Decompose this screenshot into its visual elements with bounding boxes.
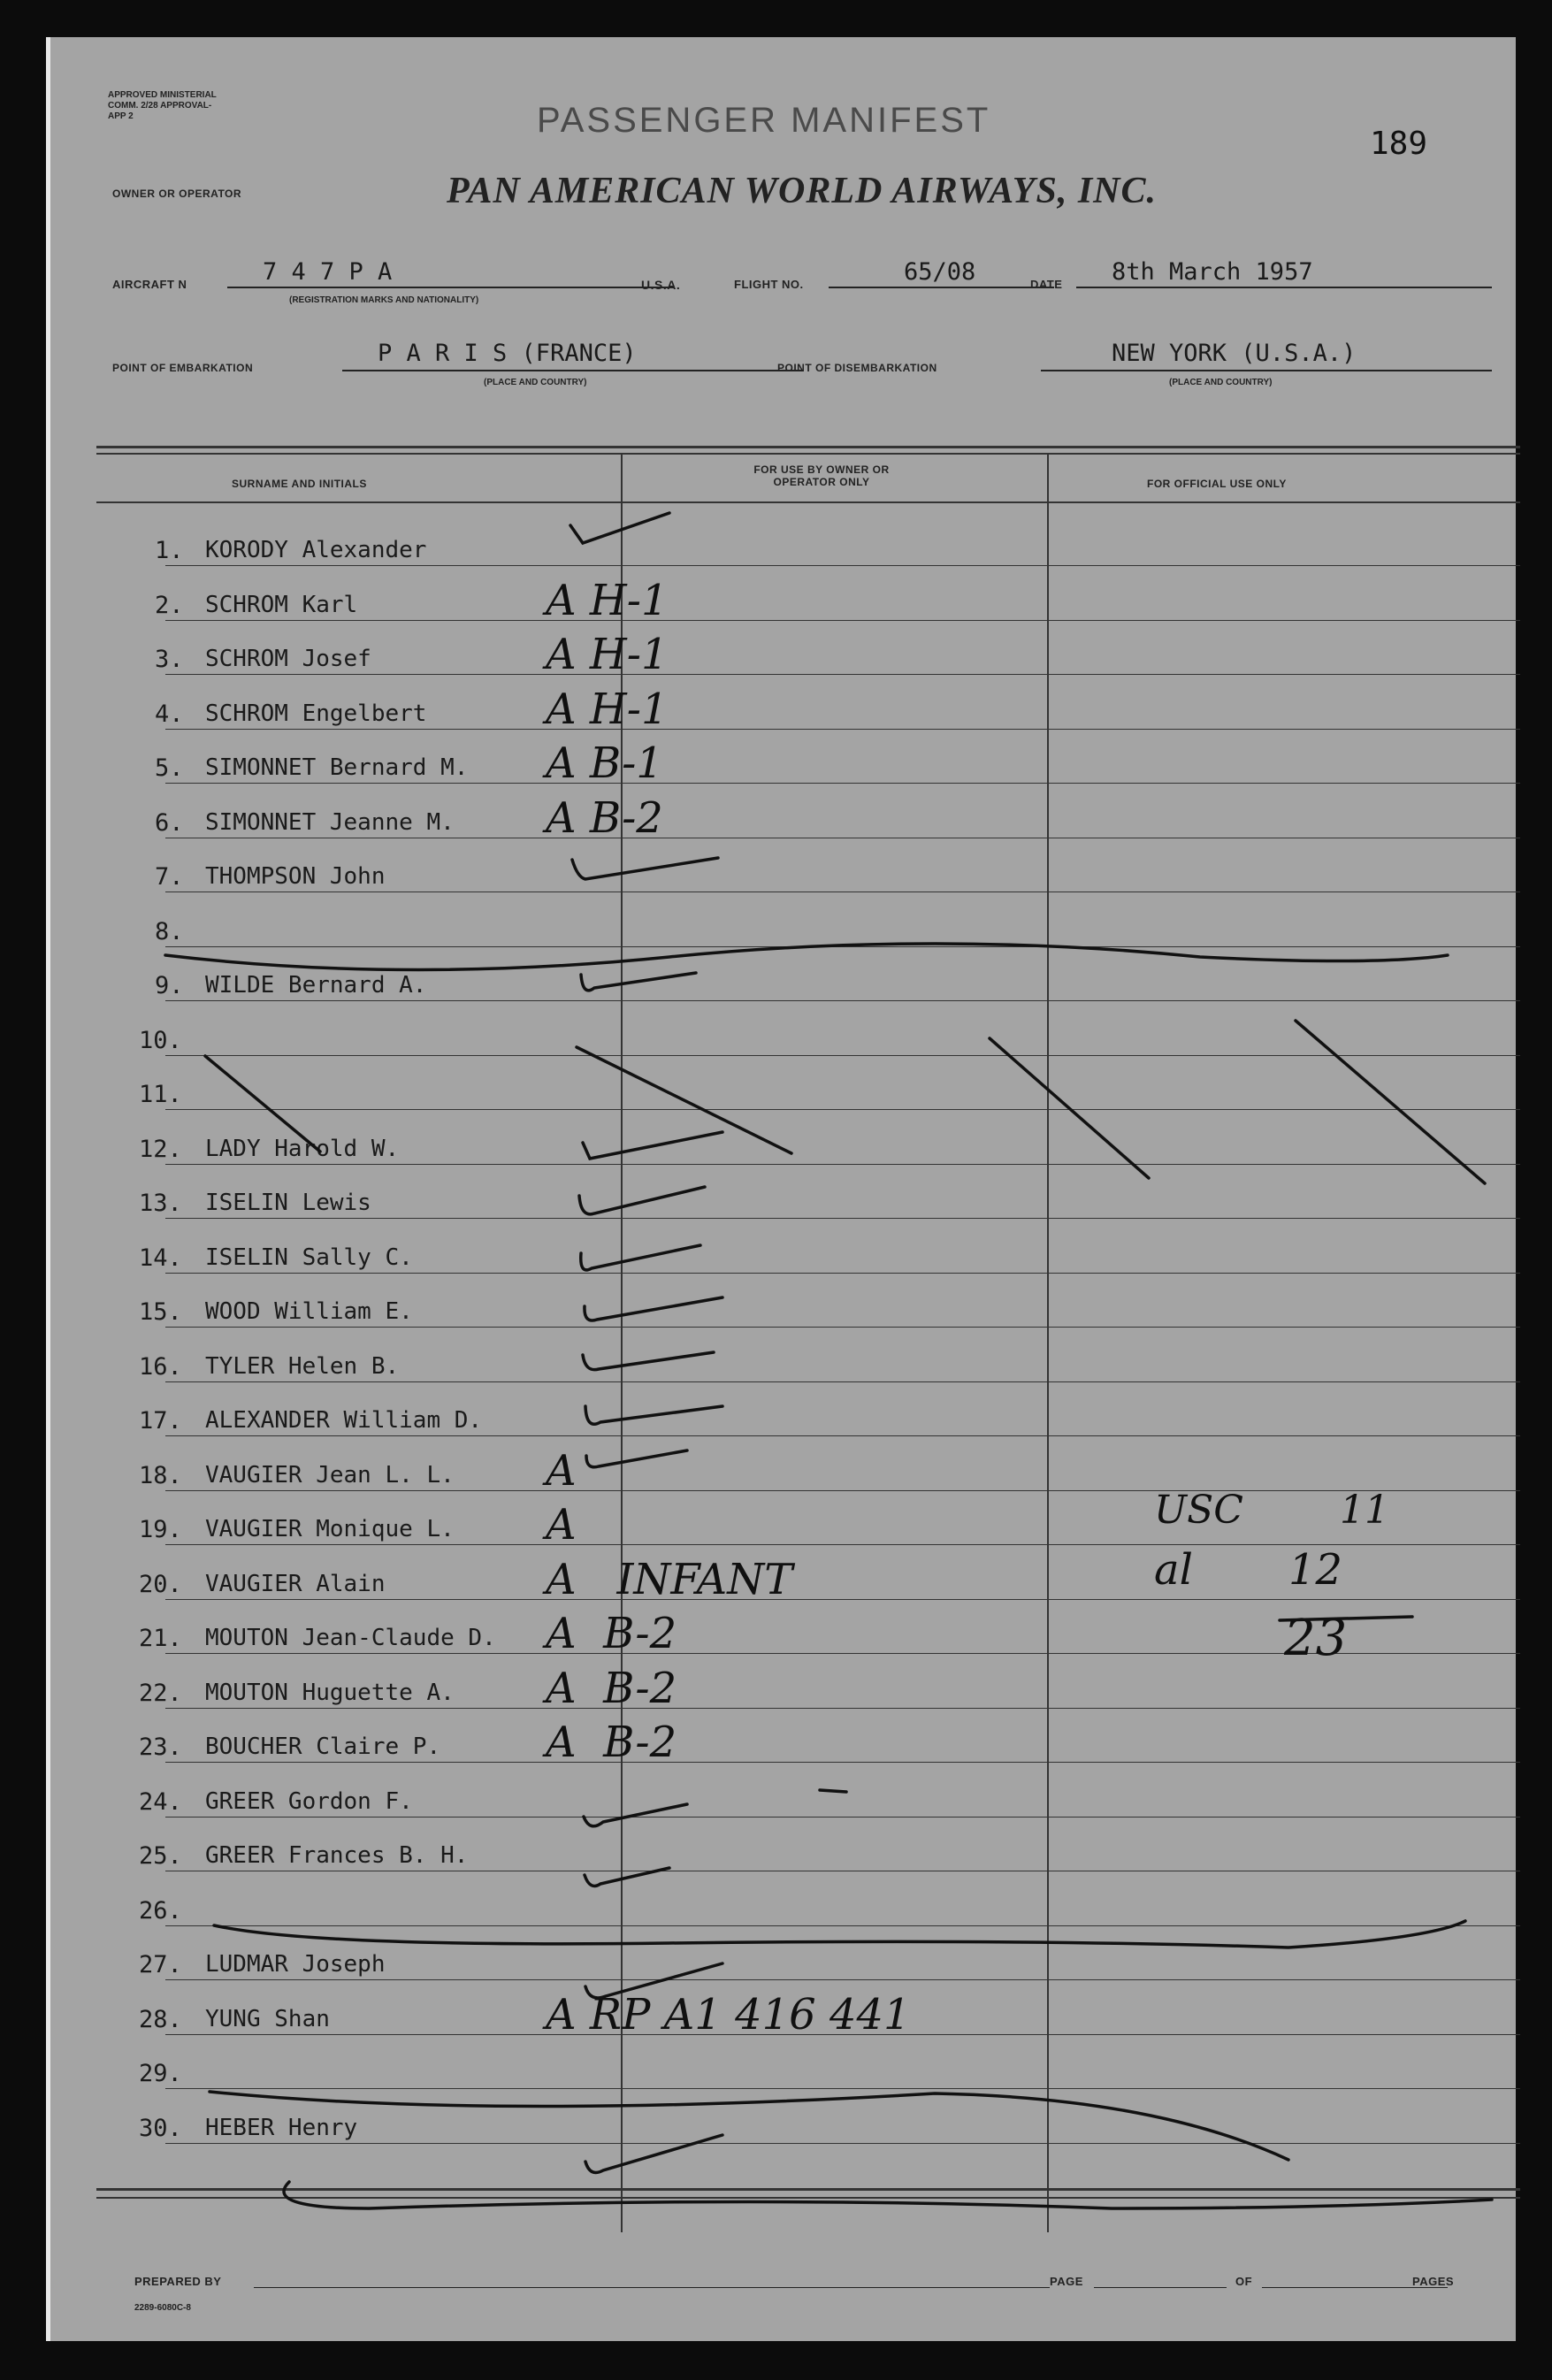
- passenger-number: 7.: [155, 863, 184, 891]
- row-rule: [165, 783, 1520, 784]
- manifest-page: [46, 37, 1516, 2341]
- checkmark-icon: [583, 1352, 714, 1370]
- passenger-number: 20.: [139, 1570, 182, 1598]
- checkmark-icon: [586, 1450, 687, 1467]
- passenger-number: 1.: [155, 537, 184, 564]
- row-rule: [165, 1381, 1520, 1382]
- passenger-name: LUDMAR Joseph: [205, 1951, 386, 1978]
- passenger-number: 21.: [139, 1625, 182, 1652]
- checkmark-icon: [579, 1187, 705, 1214]
- pages-label: PAGES: [1412, 2275, 1455, 2288]
- passenger-number: 3.: [155, 646, 184, 673]
- strike-line-row-8: [165, 944, 1448, 970]
- row-rule: [165, 1055, 1520, 1056]
- owner-note: A: [546, 1445, 577, 1496]
- owner-note: A B-2: [546, 1663, 677, 1713]
- row-rule: [165, 1817, 1520, 1818]
- checkmark-icon: [585, 2135, 722, 2172]
- checkmark-icon: [570, 513, 669, 543]
- passenger-number: 25.: [139, 1842, 182, 1870]
- passenger-number: 28.: [139, 2005, 182, 2033]
- owner-note: A B-2: [546, 1609, 677, 1658]
- owner-note: A: [546, 1500, 577, 1550]
- checkmark-icon: [572, 858, 718, 879]
- passenger-name: TYLER Helen B.: [205, 1352, 400, 1380]
- owner-label: OWNER OR OPERATOR: [112, 187, 242, 200]
- passenger-name: YUNG Shan: [205, 2005, 330, 2032]
- passenger-name: SCHROM Josef: [205, 646, 371, 672]
- row-rule: [165, 729, 1520, 730]
- row-rule: [165, 1925, 1520, 1926]
- passenger-number: 13.: [139, 1190, 182, 1217]
- date-label: DATE: [1030, 278, 1063, 291]
- passenger-name: WOOD William E.: [205, 1298, 413, 1325]
- passenger-name: GREER Gordon F.: [205, 1787, 413, 1815]
- row-rule: [165, 565, 1520, 566]
- owner-note: A H-1: [546, 630, 669, 679]
- passenger-number: 29.: [139, 2060, 182, 2087]
- official-note-total: 23: [1284, 1610, 1348, 1667]
- column-header-official-use: FOR OFFICIAL USE ONLY: [1147, 478, 1287, 490]
- passenger-number: 14.: [139, 1244, 182, 1272]
- airline-name: PAN AMERICAN WORLD AIRWAYS, INC.: [447, 171, 1158, 211]
- passenger-name: ALEXANDER William D.: [205, 1407, 483, 1434]
- strike-line-row-10-11-c: [990, 1038, 1149, 1178]
- passenger-number: 6.: [155, 808, 184, 837]
- passenger-number: 8.: [155, 917, 184, 945]
- row-rule: [165, 1327, 1520, 1328]
- passenger-name: THOMPSON John: [205, 863, 386, 890]
- passenger-number: 2.: [155, 591, 184, 619]
- passenger-name: KORODY Alexander: [205, 537, 427, 563]
- passenger-number: 18.: [139, 1461, 182, 1489]
- row-rule: [165, 620, 1520, 621]
- passenger-number: 5.: [155, 754, 184, 782]
- disembark-label: POINT OF DISEMBARKATION: [777, 362, 937, 374]
- trailing-stroke: [820, 1790, 846, 1792]
- passenger-name: LADY Harold W.: [205, 1135, 400, 1162]
- passenger-name: SCHROM Engelbert: [205, 700, 427, 727]
- passenger-name: VAUGIER Alain: [205, 1570, 386, 1597]
- page-number: 189: [1370, 126, 1428, 162]
- flight-label: FLIGHT NO.: [734, 278, 804, 291]
- official-note-line1-label: USC: [1154, 1488, 1243, 1533]
- row-rule: [165, 1979, 1520, 1980]
- row-rule: [165, 1490, 1520, 1491]
- passenger-number: 23.: [139, 1733, 182, 1761]
- passenger-name: ISELIN Lewis: [205, 1190, 371, 1216]
- owner-note: A H-1: [546, 684, 669, 734]
- passenger-name: BOUCHER Claire P.: [205, 1733, 441, 1760]
- row-rule: [165, 1000, 1520, 1001]
- row-rule: [165, 1109, 1520, 1110]
- passenger-number: 4.: [155, 700, 184, 728]
- passenger-name: VAUGIER Jean L. L.: [205, 1461, 455, 1488]
- column-header-surname: SURNAME AND INITIALS: [232, 478, 367, 490]
- official-note-line2-label: al: [1154, 1545, 1193, 1595]
- owner-note: A INFANT: [546, 1554, 793, 1604]
- row-rule: [165, 1164, 1520, 1165]
- strike-line-row-10-11-d: [1296, 1021, 1485, 1183]
- official-note-line2-value: 12: [1288, 1545, 1343, 1595]
- row-rule: [165, 1218, 1520, 1219]
- checkmark-icon: [584, 1804, 687, 1826]
- passenger-name: MOUTON Jean-Claude D.: [205, 1625, 496, 1651]
- strike-line-row-29: [210, 2092, 1288, 2160]
- passenger-number: 22.: [139, 1679, 182, 1707]
- embark-place: P A R I S (FRANCE): [378, 340, 637, 367]
- row-rule: [165, 2088, 1520, 2089]
- country-label: U.S.A.: [641, 278, 681, 292]
- owner-note: A B-2: [546, 792, 663, 843]
- row-rule: [165, 1762, 1520, 1763]
- embark-note: (PLACE AND COUNTRY): [484, 378, 587, 387]
- passenger-number: 26.: [139, 1896, 182, 1925]
- passenger-number: 12.: [139, 1135, 182, 1163]
- row-rule: [165, 2143, 1520, 2144]
- passenger-name: WILDE Bernard A.: [205, 972, 427, 999]
- passenger-name: VAUGIER Monique L.: [205, 1516, 455, 1542]
- prepared-by-label: PREPARED BY: [134, 2275, 222, 2288]
- row-rule: [165, 1435, 1520, 1436]
- page-label: PAGE: [1050, 2275, 1083, 2288]
- row-rule: [165, 1708, 1520, 1709]
- approval-stamp: APPROVED MINISTERIAL COMM. 2/28 APPROVAL-APP 2: [108, 90, 217, 121]
- passenger-name: MOUTON Huguette A.: [205, 1679, 455, 1706]
- form-code: 2289-6080C-8: [134, 2303, 191, 2313]
- of-label: OF: [1235, 2275, 1253, 2288]
- passenger-number: 17.: [139, 1407, 182, 1435]
- checkmark-icon: [585, 1297, 722, 1320]
- strike-line-row-10-11-b: [577, 1047, 791, 1153]
- column-header-owner-use: FOR USE BY OWNER OR OPERATOR ONLY: [753, 463, 890, 488]
- passenger-name: SIMONNET Jeanne M.: [205, 808, 455, 836]
- disembark-note: (PLACE AND COUNTRY): [1169, 378, 1273, 387]
- passenger-number: 30.: [139, 2114, 182, 2142]
- passenger-name: ISELIN Sally C.: [205, 1244, 413, 1271]
- registration-note: (REGISTRATION MARKS AND NATIONALITY): [289, 295, 479, 305]
- passenger-number: 10.: [139, 1026, 182, 1054]
- official-note-line1-value: 11: [1340, 1488, 1389, 1533]
- checkmark-icon: [585, 1406, 722, 1424]
- flight-date: 8th March 1957: [1112, 258, 1313, 286]
- passenger-name: SIMONNET Bernard M.: [205, 754, 469, 781]
- passenger-name: GREER Frances B. H.: [205, 1842, 469, 1869]
- passenger-number: 19.: [139, 1516, 182, 1543]
- passenger-number: 9.: [155, 972, 184, 999]
- passenger-number: 16.: [139, 1352, 182, 1381]
- passenger-name: SCHROM Karl: [205, 591, 358, 618]
- row-rule: [165, 1273, 1520, 1274]
- page-title: PASSENGER MANIFEST: [537, 101, 991, 140]
- flight-number: 65/08: [904, 258, 976, 286]
- aircraft-number: 7 4 7 P A: [263, 258, 393, 286]
- passenger-number: 15.: [139, 1298, 182, 1326]
- owner-note: A B-2: [546, 1718, 677, 1767]
- passenger-number: 24.: [139, 1787, 182, 1816]
- row-rule: [165, 674, 1520, 675]
- disembark-place: NEW YORK (U.S.A.): [1112, 340, 1357, 367]
- embark-label: POINT OF EMBARKATION: [112, 362, 254, 374]
- owner-note: A H-1: [546, 575, 669, 625]
- passenger-number: 27.: [139, 1951, 182, 1978]
- checkmark-icon: [581, 973, 696, 991]
- owner-note: A B-1: [546, 738, 663, 788]
- row-rule: [165, 1599, 1520, 1600]
- passenger-name: HEBER Henry: [205, 2114, 358, 2141]
- strike-line-row-30-bottom: [284, 2182, 1492, 2208]
- row-rule: [165, 946, 1520, 947]
- owner-note: A RP A1 416 441: [546, 1989, 911, 2039]
- checkmark-icon: [581, 1245, 700, 1270]
- passenger-number: 11.: [139, 1081, 182, 1108]
- aircraft-label: AIRCRAFT N: [112, 278, 187, 291]
- checkmark-icon: [583, 1132, 722, 1159]
